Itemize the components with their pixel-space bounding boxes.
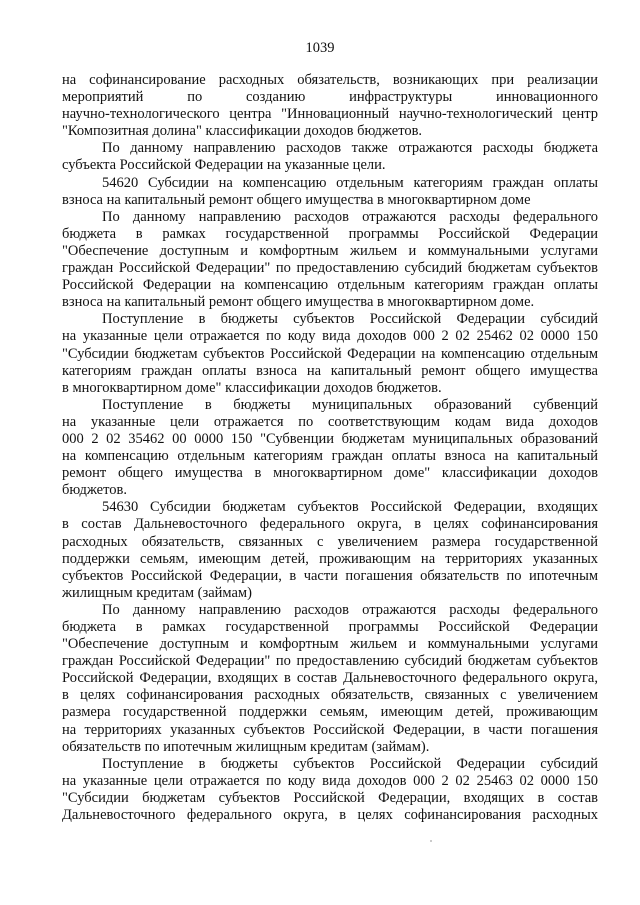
text-line: категориям граждан оплаты взноса на капитальный ремонт общего имущества [62,362,598,379]
text-line: Поступление в бюджеты субъектов Российской Федерации субсидий [102,311,598,328]
text-line: на компенсацию отдельным категориям граждан оплаты взноса на капитальный [62,448,598,465]
text-line: Российской Федерации, входящих в состав Дальневосточного федерального округа, [62,670,598,687]
text-line: ремонт общего имущества в многоквартирном доме" классификации доходов [62,465,598,482]
text-line: взноса на капитальный ремонт общего имущества в многоквартирном доме [62,191,531,208]
text-line: на указанные цели отражается по коду вида доходов 000 2 02 25463 02 0000 150 [62,772,598,789]
text-line: По данному направлению расходов отражаются расходы федерального [102,601,598,618]
text-line: на указанные цели отражается по коду вида доходов 000 2 02 25462 02 0000 150 [62,328,598,345]
text-line: "Обеспечение доступным и комфортным жильем и коммунальными услугами [62,636,598,653]
scan-speck [430,840,432,842]
text-line: Российской Федерации на компенсацию отдельным категориям граждан оплаты [62,277,598,294]
text-line: 54620 Субсидии на компенсацию отдельным категориям граждан оплаты [102,174,598,191]
text-line: 000 2 02 35462 00 0000 150 "Субвенции бюджетам муниципальных образований [62,430,598,447]
text-line: мероприятий по созданию инфраструктуры инновационного [62,89,598,106]
text-line: научно-технологического центра "Инновационный научно-технологический центр [62,106,598,123]
text-line: граждан Российской Федерации" по предоставлению субсидий бюджетам субъектов [62,260,598,277]
text-line: на территориях указанных субъектов Российской Федерации, в части погашения [62,721,598,738]
text-line: взноса на капитальный ремонт общего имущества в многоквартирном доме. [62,294,535,311]
text-line: По данному направлению расходов также отражаются расходы бюджета [102,140,598,157]
text-line: поддержки семьям, имеющим детей, проживающим на территориях указанных [62,550,598,567]
text-line: "Субсидии бюджетам субъектов Российской Федерации, входящих в состав [62,789,598,806]
text-line: Дальневосточного федерального округа, в целях софинансирования расходных [62,807,598,824]
text-line: жилищным кредитам (займам) [62,584,252,601]
text-line: расходных обязательств, связанных с увеличением размера государственной [62,533,598,550]
text-line: субъектов Российской Федерации, в части погашения обязательств по ипотечным [62,567,598,584]
document-body [62,72,598,824]
text-line: в состав Дальневосточного федерального округа, в целях софинансирования [62,516,598,533]
text-line: По данному направлению расходов отражаются расходы федерального [102,208,598,225]
text-line: бюджетов. [62,482,127,499]
text-line: "Обеспечение доступным и комфортным жильем и коммунальными услугами [62,242,598,259]
text-line: размера государственной поддержки семьям, имеющим детей, проживающим [62,704,598,721]
text-line: на указанные цели отражается по соответствующим кодам вида доходов [62,413,598,430]
text-line: субъекта Российской Федерации на указанные цели. [62,157,386,174]
text-line: бюджета в рамках государственной программы Российской Федерации [62,225,598,242]
text-line: 54630 Субсидии бюджетам субъектов Российской Федерации, входящих [102,499,598,516]
text-line: в целях софинансирования расходных обязательств, связанных с увеличением [62,687,598,704]
text-line: "Композитная долина" классификации доходов бюджетов. [62,123,423,140]
text-line: "Субсидии бюджетам субъектов Российской Федерации на компенсацию отдельным [62,345,598,362]
text-line: на софинансирование расходных обязательств, возникающих при реализации [62,72,598,88]
text-line: Поступление в бюджеты муниципальных образований субвенций [102,396,598,413]
text-line: бюджета в рамках государственной программы Российской Федерации [62,619,598,635]
page-number: 1039 [305,40,335,56]
text-line: граждан Российской Федерации" по предоставлению субсидий бюджетам субъектов [62,653,598,670]
text-line: в многоквартирном доме" классификации доходов бюджетов. [62,379,442,396]
text-line: Поступление в бюджеты субъектов Российской Федерации субсидий [102,755,598,772]
text-line: обязательств по ипотечным жилищным кредитам (займам). [62,738,430,755]
